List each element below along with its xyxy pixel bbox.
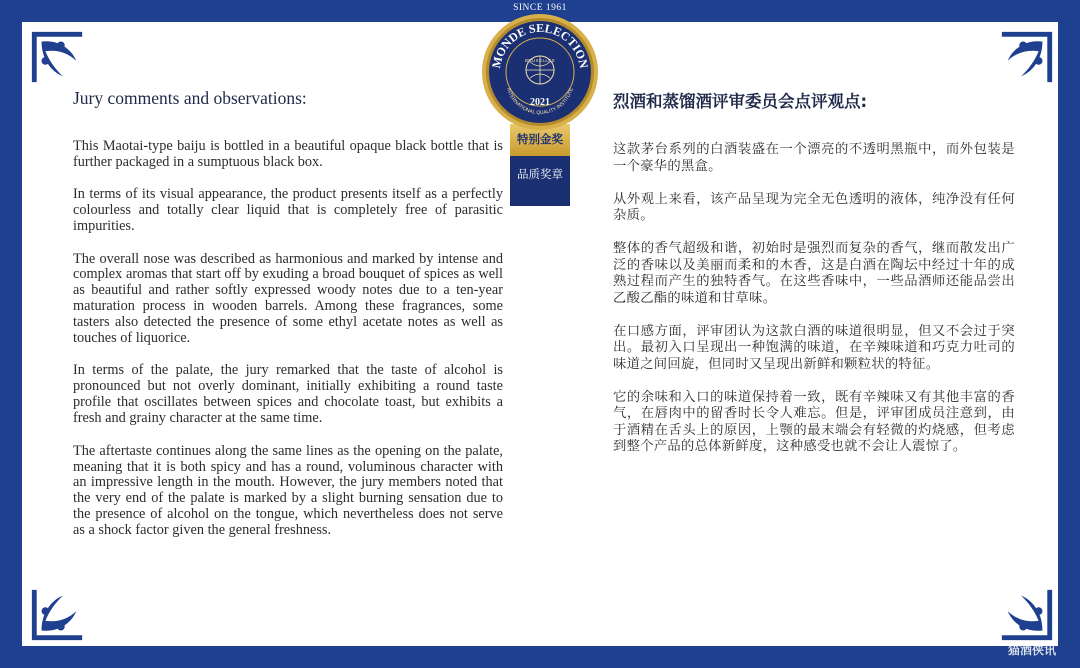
corner-ornament-icon — [28, 586, 86, 644]
seal-city-text: BRUXELLES — [524, 58, 556, 63]
english-paragraph: The overall nose was described as harmonious and marked by intense and complex aromas that start off by exuding a broad bouquet of spices as well as beautiful and rather softly expressed woody notes due to a ten-year maturation process in wooden barrels. Among these fragrances, some tasters also detected the presence of some ethyl acetate notes as well as touches of liquorice. — [73, 250, 503, 347]
seal-award-quality-text: 品质奖章 — [517, 167, 563, 181]
seal-brand-text: MONDE SELECTION — [488, 20, 591, 70]
seal-award-gold-text: 特别金奖 — [517, 132, 563, 146]
english-paragraph: This Maotai-type baiju is bottled in a beautiful opaque black bottle that is further packaged in a sumptuous black box. — [73, 138, 503, 170]
corner-ornament-icon — [998, 586, 1056, 644]
chinese-paragraph: 整体的香气超级和谐，初始时是强烈而复杂的香气，继而散发出广泛的香味以及美丽而柔和的木香，这是白酒在陶坛中经过十年的成熟过程而产生的独特香气。在这些香味中，一些品酒师还能品尝出乙酸乙酯的味道和甘草味。 — [613, 241, 1015, 306]
english-paragraph: In terms of the palate, the jury remarked that the taste of alcohol is pronounced but not overly dominant, initially exhibiting a round taste profile that oscillates between spices and chocolate toast, but exhibits a fresh and grainy character at the same time. — [73, 362, 503, 427]
corner-ornament-icon — [998, 28, 1056, 86]
monde-selection-seal — [478, 0, 602, 206]
english-column — [73, 88, 503, 556]
english-heading: Jury comments and observations: — [73, 88, 307, 108]
chinese-paragraph: 从外观上来看，该产品呈现为完全无色透明的液体，纯净没有任何杂质。 — [613, 191, 1015, 223]
chinese-paragraph: 这款茅台系列的白酒装盛在一个漂亮的不透明黑瓶中，而外包装是一个豪华的黑盒。 — [613, 142, 1015, 174]
seal-since-text: SINCE 1961 — [513, 3, 567, 13]
english-paragraph: The aftertaste continues along the same lines as the opening on the palate, meaning that it is both spicy and has a round, voluminous character with an impressive length in the mouth. However, the jury members noted that the very end of the palate is marked by a slight burning sensation due to the presence of alcohol on the tongue, which nevertheless does not serve as a shock factor given the general freshness. — [73, 442, 503, 539]
chinese-column — [613, 88, 1015, 472]
corner-ornament-icon — [28, 28, 86, 86]
chinese-heading: 烈酒和蒸馏酒评审委员会点评观点: — [613, 92, 868, 111]
seal-year-text: 2021 — [530, 97, 550, 108]
watermark-text: 猫酒侠讯 — [1007, 643, 1056, 657]
chinese-paragraph: 在口感方面，评审团认为这款白酒的味道很明显，但又不会过于突出。最初入口呈现出一种饱满的味道，在辛辣味道和巧克力吐司的味道之间回旋，但同时又呈现出新鲜和颗粒状的特征。 — [613, 323, 1015, 372]
english-paragraph: In terms of its visual appearance, the product presents itself as a perfectly colourless and totally clear liquid that is completely free of parasitic impurities. — [73, 186, 503, 235]
seal-institute-text: INTERNATIONAL QUALITY INSTITUTE — [505, 87, 575, 117]
chinese-paragraph: 它的余味和入口的味道保持着一致，既有辛辣味又有其他丰富的香气，在唇肉中的留香时长令人难忘。但是，评审团成员注意到，由于酒精在舌头上的原因，上颚的最末端会有轻微的灼烧感，但考虑到整个产品的总体新鲜度，这种感受也就不会让人震惊了。 — [613, 389, 1015, 454]
